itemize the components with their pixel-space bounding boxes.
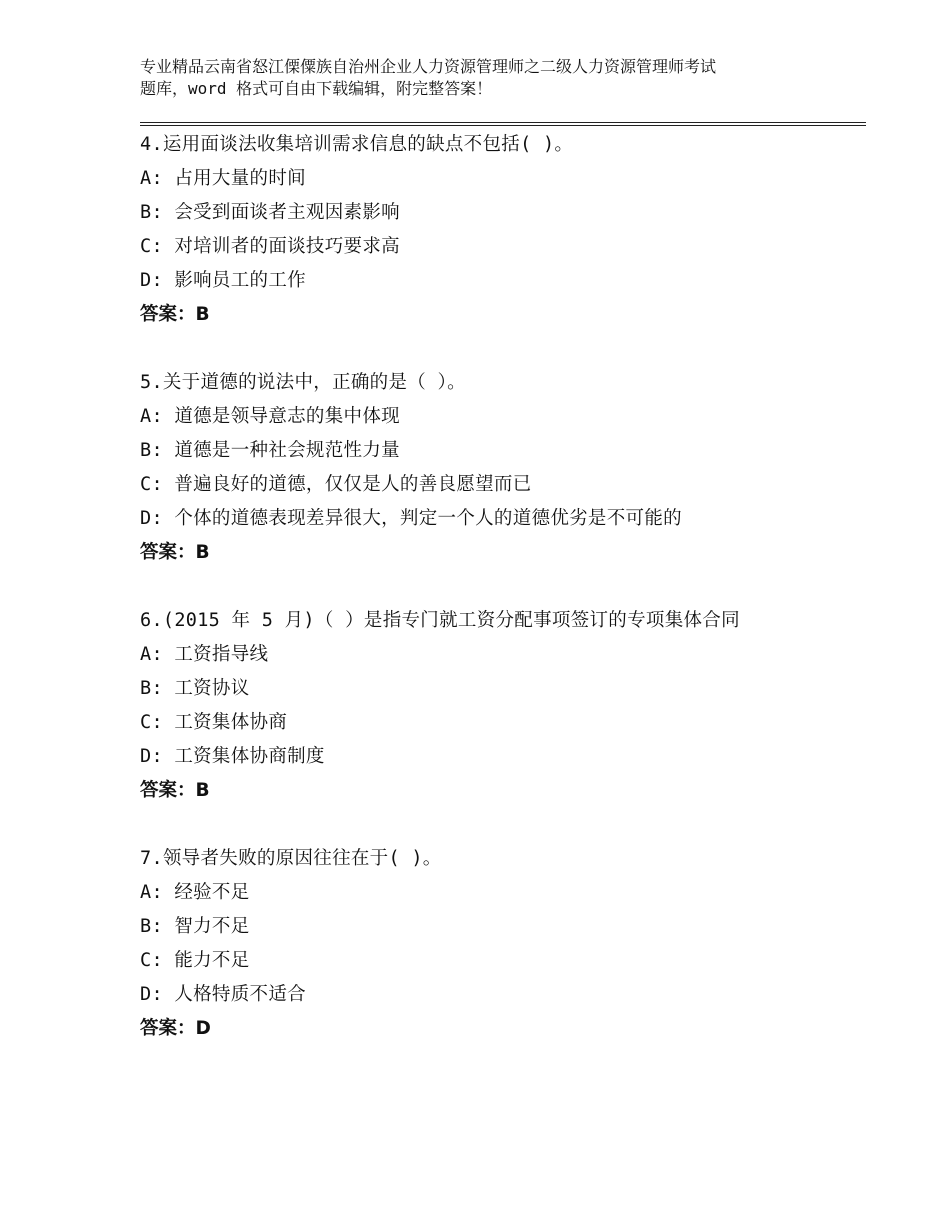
question-5	[140, 366, 860, 570]
question-stem: 4.运用面谈法收集培训需求信息的缺点不包括( )。	[140, 134, 574, 155]
spacer	[140, 332, 860, 366]
header-title-line-1: 专业精品云南省怒江傈僳族自治州企业人力资源管理师之二级人力资源管理师考试	[140, 57, 717, 76]
option-c: C: 普遍良好的道德，仅仅是人的善良愿望而已	[140, 474, 532, 495]
answer-label: 答案：B	[140, 304, 210, 325]
spacer	[140, 808, 860, 842]
question-4	[140, 128, 860, 332]
header-divider-top	[140, 122, 866, 123]
option-c: C: 工资集体协商	[140, 712, 288, 733]
question-7	[140, 842, 860, 1046]
document-header	[140, 56, 840, 100]
question-stem: 6.(2015 年 5 月)（ ）是指专门就工资分配事项签订的专项集体合同	[140, 610, 740, 631]
question-stem: 5.关于道德的说法中，正确的是（ ）。	[140, 372, 466, 393]
option-a: A: 道德是领导意志的集中体现	[140, 406, 400, 427]
option-a: A: 工资指导线	[140, 644, 269, 665]
question-list	[140, 128, 860, 1046]
option-d: D: 个体的道德表现差异很大，判定一个人的道德优劣是不可能的	[140, 508, 682, 529]
option-c: C: 对培训者的面谈技巧要求高	[140, 236, 400, 257]
option-d: D: 影响员工的工作	[140, 270, 306, 291]
answer-label: 答案：D	[140, 1018, 211, 1039]
question-stem: 7.领导者失败的原因往往在于( )。	[140, 848, 442, 869]
answer-label: 答案：B	[140, 780, 210, 801]
option-d: D: 人格特质不适合	[140, 984, 306, 1005]
header-title-line-2: 题库，word 格式可自由下载编辑，附完整答案！	[140, 79, 493, 98]
answer-label: 答案：B	[140, 542, 210, 563]
spacer	[140, 570, 860, 604]
option-b: B: 工资协议	[140, 678, 250, 699]
header-divider-bottom	[140, 125, 866, 126]
option-c: C: 能力不足	[140, 950, 250, 971]
option-a: A: 占用大量的时间	[140, 168, 306, 189]
option-b: B: 智力不足	[140, 916, 250, 937]
option-d: D: 工资集体协商制度	[140, 746, 325, 767]
option-b: B: 会受到面谈者主观因素影响	[140, 202, 400, 223]
option-b: B: 道德是一种社会规范性力量	[140, 440, 400, 461]
option-a: A: 经验不足	[140, 882, 250, 903]
question-6	[140, 604, 860, 808]
